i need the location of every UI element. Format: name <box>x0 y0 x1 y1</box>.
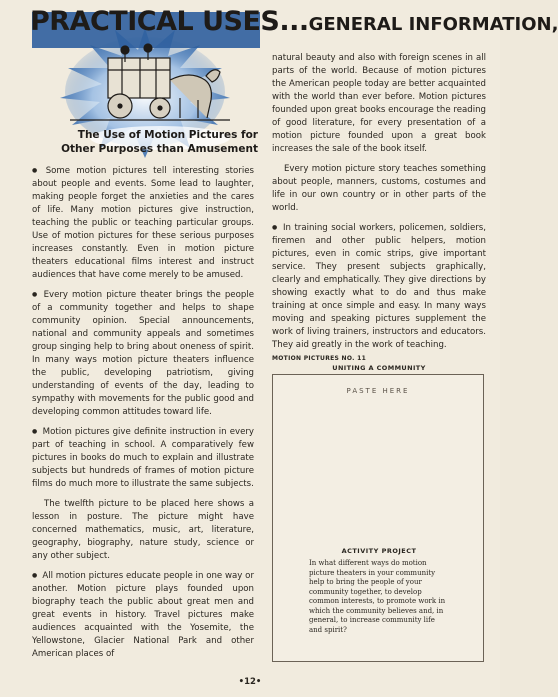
paste-here-label: PASTE HERE <box>346 387 410 395</box>
paragraph-educate: ● All motion pictures educate people in one way or another. Motion picture plays founded upon biography teach the public about great men and great events in history. Travel pictures make audiences acquainted with the Yosemite, the Yellowstone, Glacier National Park and other American places of <box>32 570 254 661</box>
paragraph-instruction: ● Motion pictures give definite instruction in every part of teaching in school. A comparatively few pictures in books do much to explain and illustrate subjects but hundreds of frames of motion picture films do much more to illustrate the same subjects. <box>32 426 254 491</box>
paragraph-training: ● In training social workers, policemen, soldiers, firemen and other public helpers, motion pictures, even in comic strips, give important service. They present subjects graphically, clearly and emphatically. They give directions by showing exactly what to do and thus make training at once simple and easy. In many ways moving and speaking pictures supplement the work of living trainers, instructors and educators. They aid greatly in the work of teaching. <box>272 222 486 352</box>
section-subheading <box>36 128 258 156</box>
picture-number-label: MOTION PICTURES NO. 11 <box>272 355 367 362</box>
right-text-column <box>272 52 486 359</box>
left-text-column <box>32 165 254 668</box>
paragraph-every-story: Every motion picture story teaches something about people, manners, customs, costumes and life in our own country or in other parts of the world. <box>272 164 486 213</box>
paragraph-natural-beauty: natural beauty and also with foreign scenes in all parts of the world. Because of motion pictures the American people today are better acquainted with the world than ever before. Motion pictures founded upon great books encourage the reading of good literature, for every presentation of a motion picture founded upon a great book increases the sale of the book itself. <box>272 53 486 154</box>
activity-project-body: In what different ways do motion picture theaters in your community help to bring the people of your community together, to develop common interests, to promote work in which the community believes and, in general, to increase community life and spirit? <box>309 559 446 634</box>
paragraph-community: ● Every motion picture theater brings the people of a community together and helps to shape community opinion. Special announcements, national and community appeals and sometimes group singing help to bring about oneness of spirit. In many ways motion picture theaters influence the public, developing patriotism, giving understanding of events of the day, leading to sympathy with movements for the public good and developing common attitudes toward life. <box>32 289 254 419</box>
paragraph-twelfth-picture: The twelfth picture to be placed here shows a lesson in posture. The picture might have concerned mathematics, music, art, literature, geography, biography, nature study, science or any other subject. <box>32 499 254 561</box>
subheading-line-1: The Use of Motion Pictures for <box>77 129 258 141</box>
title-practical-uses: PRACTICAL USES... <box>30 6 309 37</box>
picture-title: UNITING A COMMUNITY <box>332 364 426 372</box>
page-title <box>30 6 558 46</box>
paste-picture-box <box>272 374 484 662</box>
subheading-line-2: Other Purposes than Amusement <box>61 143 258 155</box>
paragraph-stories: ● Some motion pictures tell interesting stories about people and events. Some lead to laughter, making people forget the anxieties and the cares of life. Many motion pictures give instruction, teaching the public or teaching particular groups. Use of motion pictures for these serious purposes increases constantly. Even in motion picture theaters educational films interest and instruct audiences that have come merely to be amused. <box>32 165 254 282</box>
activity-project <box>309 547 449 635</box>
page-number: •12• <box>238 677 262 687</box>
title-general-information: GENERAL INFORMATION, <box>308 14 558 35</box>
activity-project-title: ACTIVITY PROJECT <box>341 547 417 555</box>
